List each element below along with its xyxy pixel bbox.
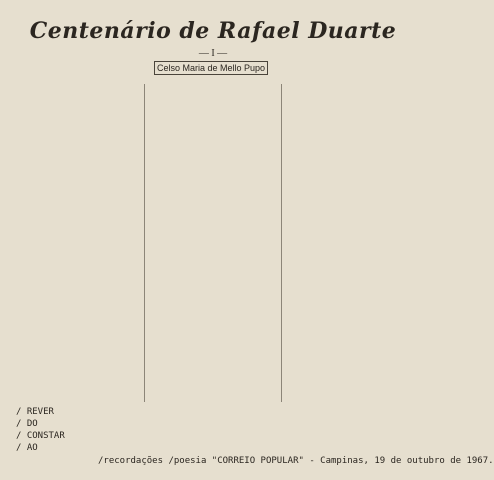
margin-note: / CONSTAR bbox=[16, 431, 65, 441]
margin-note: / REVER bbox=[16, 407, 54, 417]
article-body bbox=[14, 84, 412, 402]
newspaper-clipping bbox=[14, 10, 494, 472]
margin-note: / AO bbox=[16, 443, 38, 453]
column-divider bbox=[281, 84, 282, 402]
article-column-1 bbox=[14, 84, 138, 402]
margin-note: / DO bbox=[16, 419, 38, 429]
source-dateline: /recordações /poesia "CORREIO POPULAR" - Campinas, 19 de outubro de 1967. bbox=[98, 456, 494, 466]
article-column-2 bbox=[151, 84, 275, 402]
article-headline: Centenário de Rafael Duarte bbox=[29, 18, 397, 44]
margin-notes bbox=[16, 406, 65, 454]
author-byline: Celso Maria de Mello Pupo bbox=[154, 61, 268, 75]
article-column-3 bbox=[288, 84, 412, 402]
part-number: — I — bbox=[198, 48, 228, 59]
column-divider bbox=[144, 84, 145, 402]
